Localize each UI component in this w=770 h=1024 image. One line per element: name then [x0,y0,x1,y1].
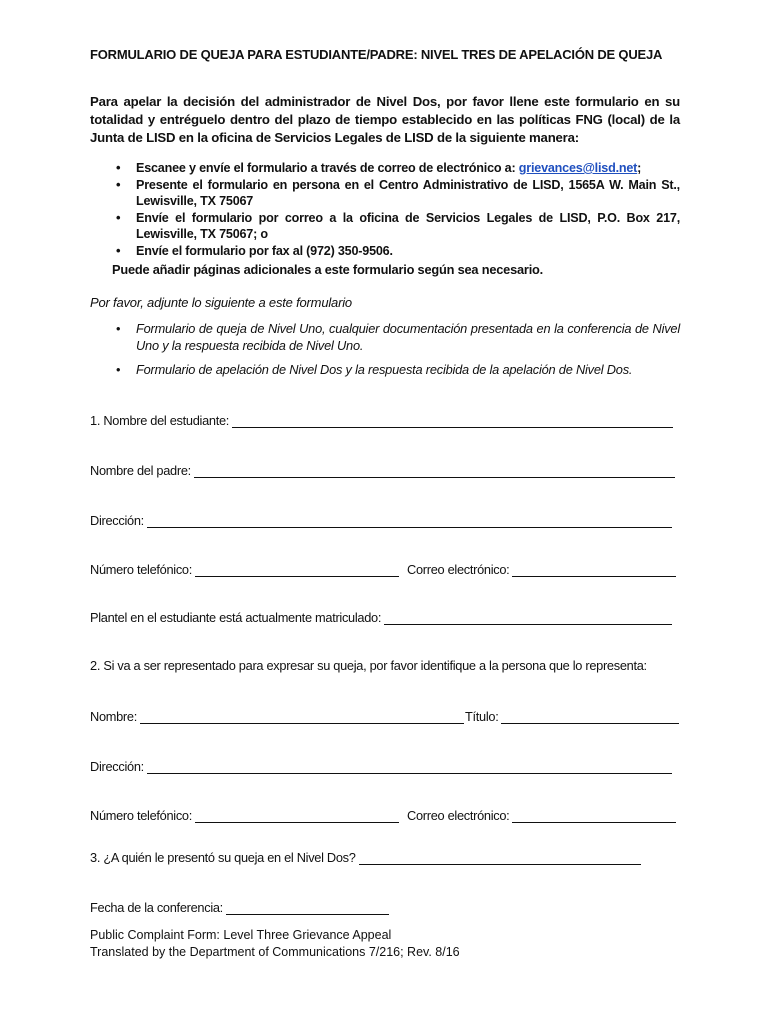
rep-email-label: Correo electrónico: [407,808,510,823]
method-mail: • Envíe el formulario por correo a la oficina de Servicios Legales de LISD, P.O. Box 217, Lewisville, TX 75067; o [112,210,680,243]
attachments-list [112,320,680,385]
method-fax: • Envíe el formulario por fax al (972) 350-9506. [112,243,680,260]
rep-name-label: Nombre: [90,709,137,724]
rep-phone-email-row [90,805,676,823]
representative-question: 2. Si va a ser representado para expresar su queja, por favor identifique a la persona que lo representa: [90,658,647,673]
parent-name-row [90,460,675,478]
footer-form-name: Public Complaint Form: Level Three Grievance Appeal [90,928,392,942]
level-two-line[interactable] [359,850,641,865]
rep-phone-label: Número telefónico: [90,808,193,823]
grievances-email-link[interactable]: grievances@lisd.net [518,161,638,175]
attachments-heading: Por favor, adjunte lo siguiente a este formulario [90,295,352,310]
campus-line[interactable] [384,610,672,625]
rep-name-line[interactable] [140,709,464,724]
rep-phone-line[interactable] [195,808,399,823]
phone-label: Número telefónico: [90,562,193,577]
page-footer [90,927,590,961]
conference-date-label: Fecha de la conferencia: [90,900,223,915]
rep-name-title-row [90,706,679,724]
method-in-person: • Presente el formulario en persona en el Centro Administrativo de LISD, 1565A W. Main St., Lewisville, TX 75067 [112,177,680,210]
rep-title-line[interactable] [501,709,679,724]
rep-address-line[interactable] [147,759,672,774]
attachment-item-level-two: • Formulario de apelación de Nivel Dos y la respuesta recibida de la apelación de Nivel Dos. [112,361,680,378]
level-two-label: 3. ¿A quién le presentó su queja en el Nivel Dos? [90,850,356,865]
method-email-suffix: ; [637,161,642,175]
intro-paragraph: Para apelar la decisión del administrador de Nivel Dos, por favor llene este formulario en su totalidad y entréguelo dentro del plazo de tiempo establecido en las políticas FNG (local) de la Junta de LISD en la oficina de Servicios Legales de LISD de la siguiente manera: [90,94,680,145]
address-label: Dirección: [90,513,144,528]
phone-line[interactable] [195,562,399,577]
parent-name-line[interactable] [194,463,675,478]
student-name-label: 1. Nombre del estudiante: [90,413,230,428]
email-label: Correo electrónico: [407,562,510,577]
rep-title-label: Título: [464,709,499,724]
campus-row [90,607,672,625]
parent-name-label: Nombre del padre: [90,463,191,478]
attachment-item-level-one: • Formulario de queja de Nivel Uno, cualquier documentación presentada en la conferencia de Nivel Uno y la respuesta recibida de Nivel Uno. [112,320,680,354]
extra-pages-note: Puede añadir páginas adicionales a este formulario según sea necesario. [112,262,544,277]
submission-methods-list [112,160,680,259]
conference-date-line[interactable] [226,900,389,915]
method-email-text: Escanee y envíe el formulario a través de correo de electrónico a: [136,161,519,175]
method-email [112,160,680,177]
address-row [90,510,672,528]
conference-date-row [90,897,389,915]
address-line[interactable] [147,513,672,528]
level-two-row [90,847,641,865]
footer-translation-note: Translated by the Department of Communications 7/216; Rev. 8/16 [90,945,460,959]
student-name-line[interactable] [232,413,673,428]
rep-address-row [90,756,672,774]
email-line[interactable] [512,562,676,577]
rep-address-label: Dirección: [90,759,144,774]
phone-email-row [90,559,676,577]
student-name-row [90,410,673,428]
campus-label: Plantel en el estudiante está actualmente matriculado: [90,610,382,625]
rep-email-line[interactable] [512,808,676,823]
form-title: FORMULARIO DE QUEJA PARA ESTUDIANTE/PADRE: NIVEL TRES DE APELACIÓN DE QUEJA [90,47,663,62]
